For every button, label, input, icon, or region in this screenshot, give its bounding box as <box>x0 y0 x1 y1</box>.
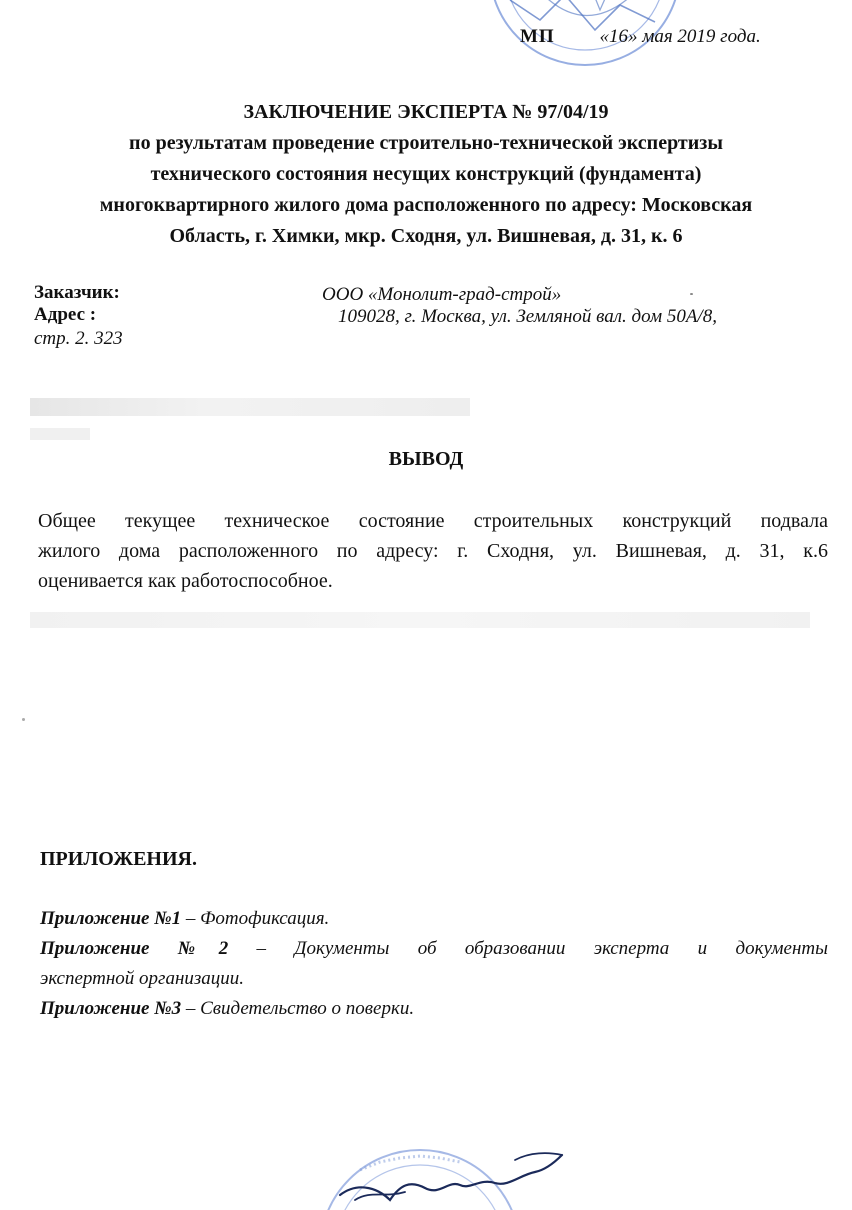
address-value: 109028, г. Москва, ул. Земляной вал. дом 50А/8, <box>338 306 717 327</box>
title-line-4: многоквартирного жилого дома расположенного по адресу: Московская <box>99 194 753 216</box>
show-through-mark <box>30 398 470 416</box>
appendix-2-text: – Документы об образовании эксперта и документы <box>228 938 828 959</box>
appendix-1 <box>40 904 828 934</box>
document-date: «16» мая 2019 года. <box>599 26 761 47</box>
conclusion-heading: ВЫВОД <box>388 448 464 470</box>
conclusion-line-2: жилого дома расположенного по адресу: г. Сходня, ул. Вишневая, д. 31, к.6 <box>38 540 828 562</box>
mp-mark: МП <box>520 26 555 47</box>
customer-value: ООО «Монолит-град-строй» <box>322 284 562 305</box>
show-through-mark <box>30 428 90 440</box>
conclusion-line-3: оценивается как работоспособное. <box>38 570 333 592</box>
address-label: Адрес : <box>34 304 97 325</box>
title-line-3: технического состояния несущих конструкций (фундамента) <box>150 163 702 185</box>
stamp-date-line <box>520 26 761 48</box>
scan-speck <box>22 718 25 721</box>
customer-label: Заказчик: <box>34 282 120 303</box>
show-through-mark <box>30 612 810 628</box>
conclusion-line-1: Общее текущее техническое состояние строительных конструкций подвала <box>38 510 828 532</box>
address-continuation: стр. 2. 323 <box>34 328 123 349</box>
appendix-2-continuation: экспертной организации. <box>40 968 245 989</box>
handwritten-signature <box>330 1150 570 1210</box>
document-title <box>20 97 832 252</box>
scan-speck <box>690 293 693 295</box>
appendices-heading: ПРИЛОЖЕНИЯ. <box>40 848 197 870</box>
appendix-3 <box>40 994 828 1024</box>
appendix-2-label: Приложение №2 <box>40 938 229 959</box>
conclusion-text <box>38 506 828 596</box>
title-line-2: по результатам проведение строительно-технической экспертизы <box>129 132 723 154</box>
appendix-1-label: Приложение №1 <box>40 908 182 929</box>
title-line-5: Область, г. Химки, мкр. Сходня, ул. Вишневая, д. 31, к. 6 <box>169 225 683 247</box>
title-line-1: ЗАКЛЮЧЕНИЕ ЭКСПЕРТА № 97/04/19 <box>243 101 609 123</box>
appendix-2 <box>40 934 828 964</box>
appendix-3-text: – Свидетельство о поверки. <box>181 998 415 1019</box>
appendices-list <box>40 904 828 1024</box>
appendix-3-label: Приложение №3 <box>40 998 182 1019</box>
appendix-1-text: – Фотофиксация. <box>181 908 330 929</box>
